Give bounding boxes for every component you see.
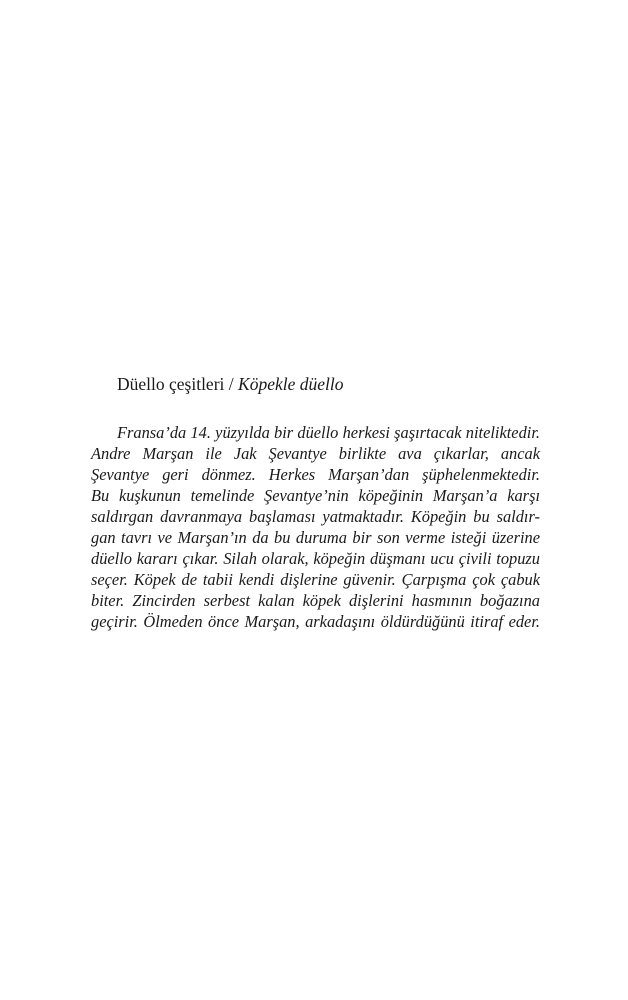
paragraph-line: Andre Marşan ile Jak Şevantye birlikte ava çıkarlar, ancak xyxy=(91,444,540,463)
paragraph-line: Şevantye geri dönmez. Herkes Marşan’dan şüphelenmektedir. xyxy=(91,465,540,484)
section-subtitle: Köpekle düello xyxy=(238,374,344,394)
paragraph-line: Bu kuşkunun temelinde Şevantye’nin köpeğinin Marşan’a karşı xyxy=(91,486,540,505)
section-heading xyxy=(117,373,343,395)
paragraph-line: saldırgan davranmaya başlaması yatmaktadır. Köpeğin bu saldır- xyxy=(91,507,540,526)
paragraph-line: gan tavrı ve Marşan’ın da bu duruma bir son verme isteği üzerine xyxy=(91,528,540,547)
paragraph-line: seçer. Köpek de tabii kendi dişlerine güvenir. Çarpışma çok çabuk xyxy=(91,570,540,589)
heading-separator: / xyxy=(224,374,239,394)
body-paragraph xyxy=(91,422,540,632)
paragraph-line: geçirir. Ölmeden önce Marşan, arkadaşını öldürdüğünü itiraf eder. xyxy=(91,612,540,631)
paragraph-line: Fransa’da 14. yüzyılda bir düello herkesi şaşırtacak niteliktedir. xyxy=(117,423,540,442)
section-title: Düello çeşitleri xyxy=(117,374,225,394)
paragraph-line: düello kararı çıkar. Silah olarak, köpeğin düşmanı ucu çivili topuzu xyxy=(91,549,540,568)
paragraph-line: biter. Zincirden serbest kalan köpek dişlerini hasmının boğazına xyxy=(91,591,540,610)
